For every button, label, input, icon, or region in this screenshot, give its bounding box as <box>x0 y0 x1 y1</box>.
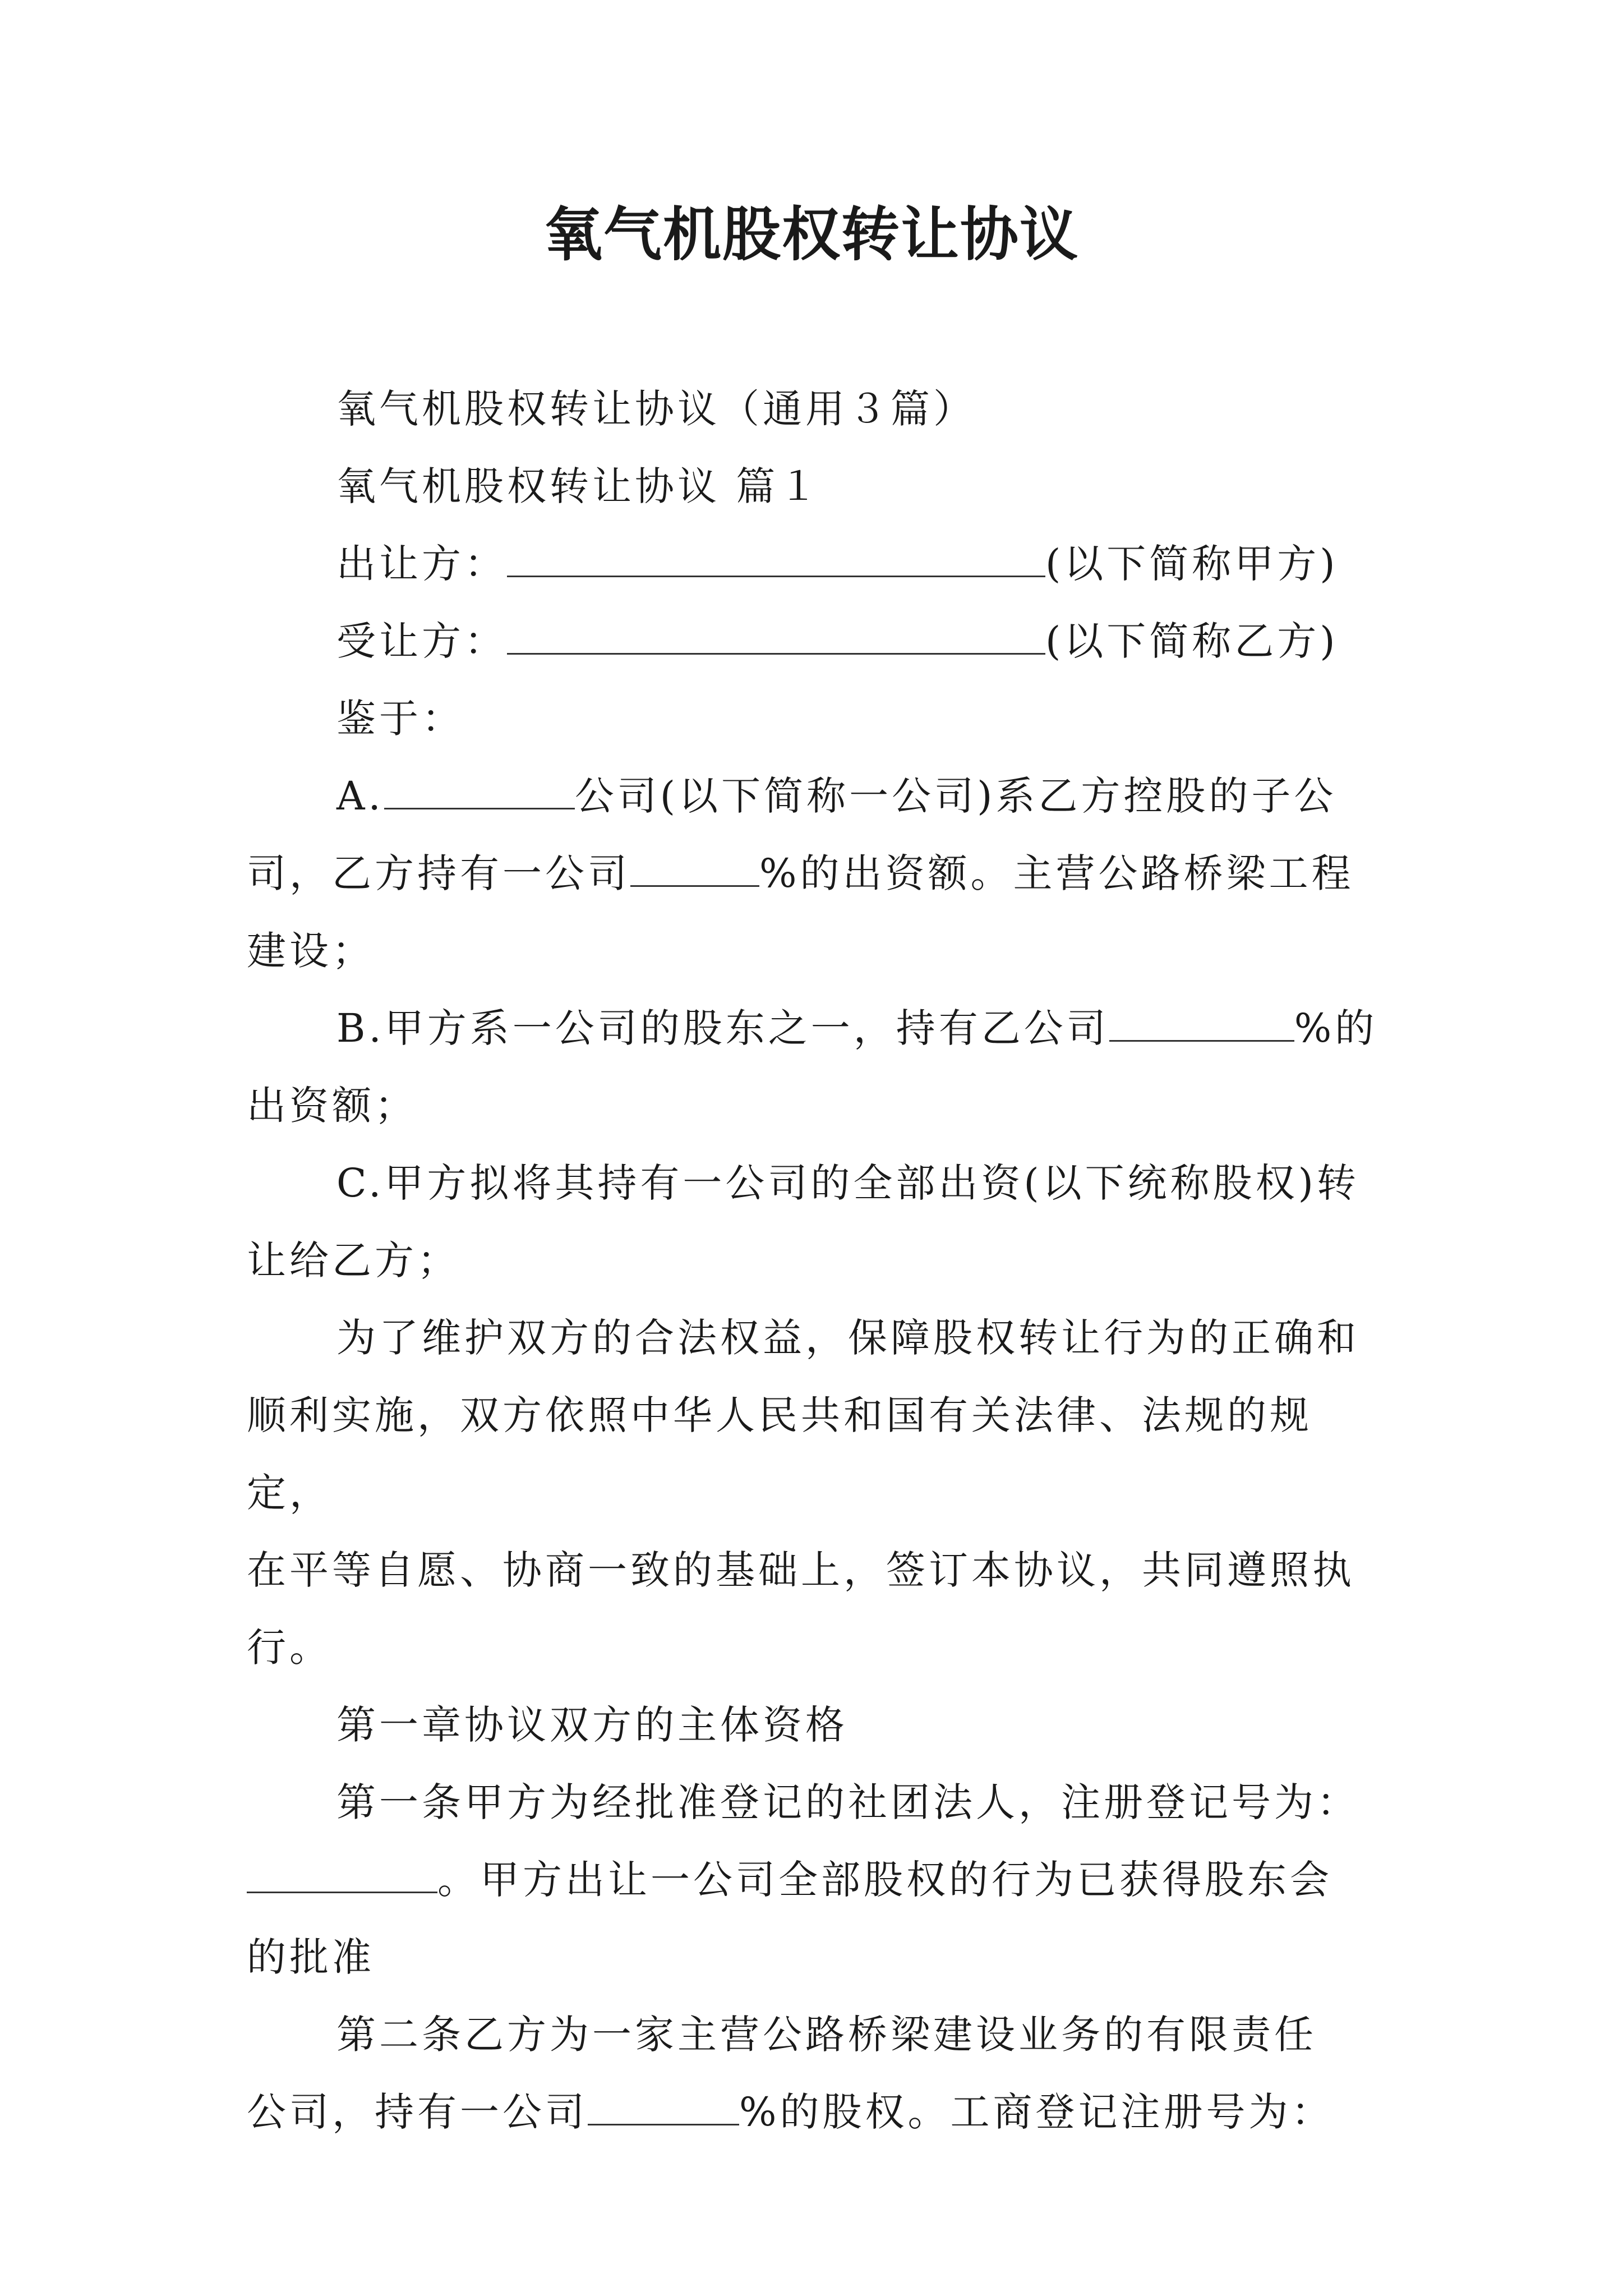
percent-blank-b <box>1109 1006 1294 1042</box>
article-1-text3: 的批准 <box>247 1934 375 1980</box>
subtitle: 氧气机股权转让协议（通用３篇） <box>336 386 976 432</box>
transferor-line <box>247 525 1385 602</box>
purpose-text1: 为了维护双方的合法权益，保障股权转让行为的正确和 <box>336 1315 1359 1361</box>
transferee-blank <box>507 619 1045 655</box>
clause-c-text2: 让给乙方； <box>247 1237 460 1283</box>
transferee-label: 受让方： <box>336 618 507 664</box>
document-body <box>247 370 1385 2151</box>
clause-b <box>247 990 1385 1144</box>
purpose-text4: 行。 <box>247 1625 332 1671</box>
clause-b-text2: %的 <box>1294 1005 1378 1051</box>
clause-c-text1: C.甲方拟将其持有一公司的全部出资(以下统称股权)转 <box>336 1160 1359 1206</box>
whereas-label: 鉴于： <box>336 696 464 742</box>
clause-a-text3: %的出资额。主营公路桥梁工程 <box>759 850 1354 896</box>
purpose-text3: 在平等自愿、协商一致的基础上，签订本协议，共同遵照执 <box>247 1547 1355 1593</box>
clause-a-text1: 公司(以下简称一公司)系乙方控股的子公 <box>574 773 1337 819</box>
transferee-suffix: (以下简称乙方) <box>1045 618 1339 664</box>
percent-blank-article-2 <box>588 2090 739 2125</box>
section-heading: 氧气机股权转让协议 篇１ <box>336 463 822 509</box>
clause-a <box>247 757 1385 990</box>
article-1 <box>247 1764 1385 1996</box>
clause-a-text4: 建设； <box>247 928 375 974</box>
article-2-text3: %的股权。工商登记注册号为： <box>739 2089 1334 2135</box>
clause-a-prefix: A. <box>336 773 384 819</box>
clause-c <box>247 1144 1385 1299</box>
clause-b-text1: B.甲方系一公司的股东之一，持有乙公司 <box>336 1005 1109 1051</box>
article-2 <box>247 1996 1385 2151</box>
company-name-blank <box>384 774 575 809</box>
article-1-text2: 。甲方出让一公司全部股权的行为已获得股东会 <box>437 1857 1332 1903</box>
registration-blank <box>247 1858 437 1893</box>
chapter-heading: 第一章协议双方的主体资格 <box>336 1702 848 1748</box>
clause-a-text2: 司，乙方持有一公司 <box>247 850 630 896</box>
transferee-line <box>247 602 1385 680</box>
article-2-text2: 公司，持有一公司 <box>247 2089 588 2135</box>
transferor-blank <box>507 542 1045 577</box>
percent-blank-a <box>630 852 759 887</box>
article-1-text1: 第一条甲方为经批准登记的社团法人，注册登记号为： <box>336 1779 1359 1825</box>
clause-b-text3: 出资额； <box>247 1083 417 1129</box>
purpose-text2: 顺利实施，双方依照中华人民共和国有关法律、法规的规定， <box>247 1392 1312 1516</box>
transferor-label: 出让方： <box>336 541 507 587</box>
purpose-paragraph <box>247 1299 1385 1686</box>
transferor-suffix: (以下简称甲方) <box>1045 541 1339 587</box>
article-2-text1: 第二条乙方为一家主营公路桥梁建设业务的有限责任 <box>336 2012 1317 2058</box>
page-title: 氧气机股权转让协议 <box>543 200 1079 269</box>
